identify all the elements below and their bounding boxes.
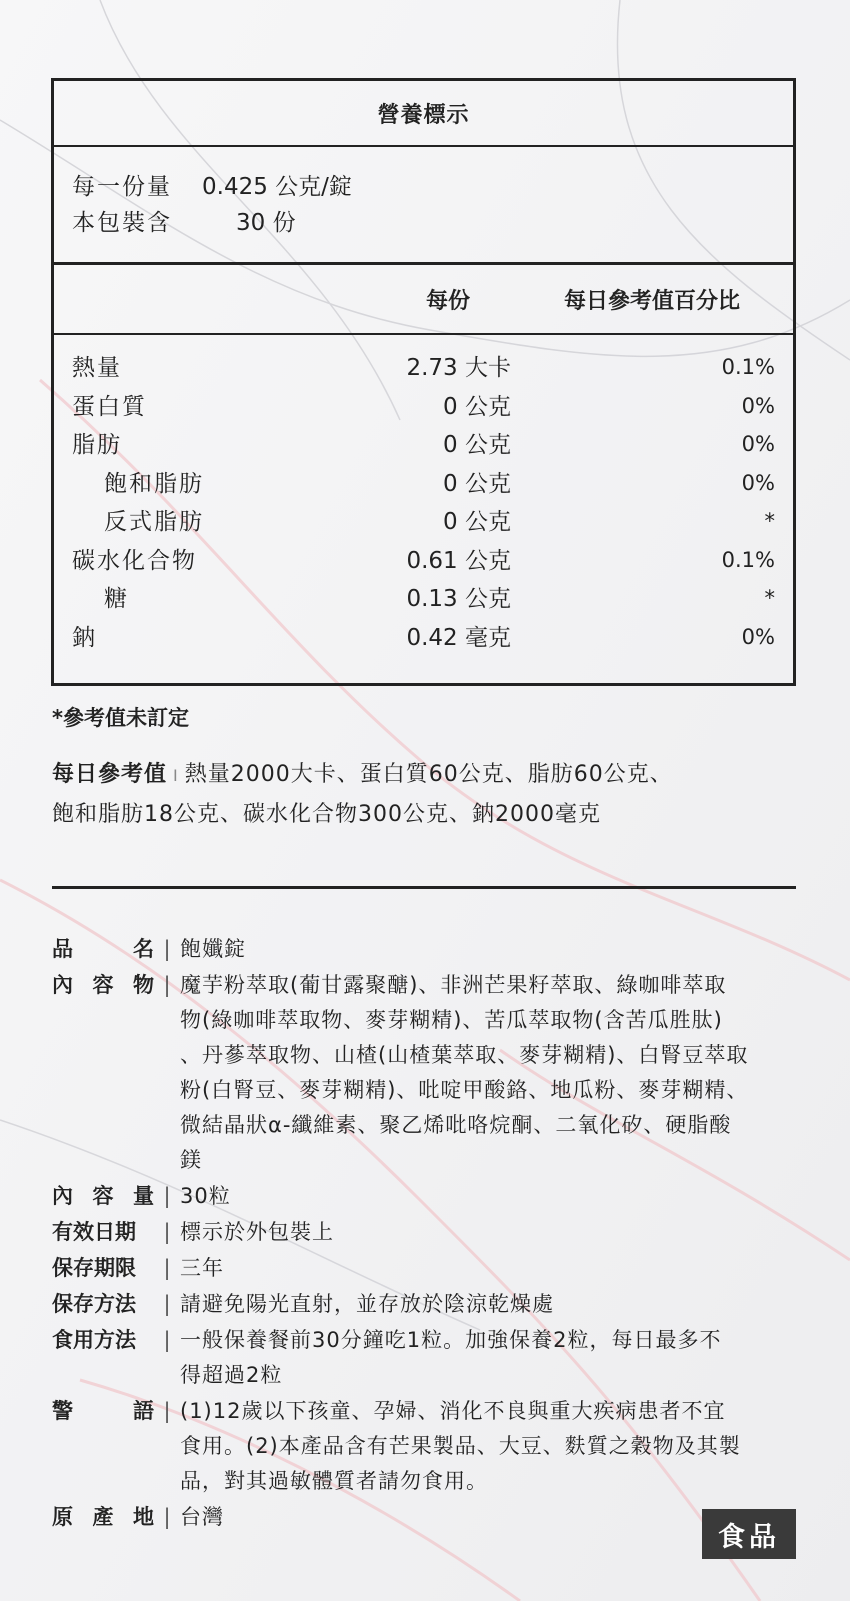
serving-info [54,147,793,265]
nutrition-title: 營養標示 [54,81,793,147]
info-separator: | [163,1220,171,1244]
nutrient-name: 飽和脂肪 [104,470,204,497]
servings-value: 30 份 [236,210,296,236]
nutrient-name: 糖 [104,586,129,612]
nutrient-name: 反式脂肪 [104,509,204,535]
nutrient-amount: 0 公克 [443,509,511,535]
info-label: 內 容 物 [52,973,154,997]
servings-label: 本包裝含 [72,210,172,236]
info-label: 食用方法 [52,1328,136,1352]
info-separator: | [163,973,171,997]
info-value: 請避免陽光直射，並存放於陰涼乾燥處 [180,1292,554,1316]
info-row-warning [52,1394,822,1499]
nutrient-amount: 0.13 公克 [406,586,511,612]
nutrient-amount: 0.61 公克 [406,547,511,574]
info-separator: | [163,937,171,961]
info-separator: | [163,1292,171,1316]
info-row-quantity [52,1179,822,1214]
nutrient-name: 鈉 [72,624,97,651]
info-value: (1)12歲以下孩童、孕婦、消化不良與重大疾病患者不宜 食用。(2)本產品含有芒果製品、大豆、麩質之穀物及其製 品，對其過敏體質者請勿食用。 [180,1399,741,1493]
nutrient-pct: * [764,509,775,533]
nutrient-amount: 2.73 大卡 [406,355,511,381]
info-label: 品 名 [52,937,154,961]
daily-reference-separator: I [173,766,179,785]
reference-note: *參考值未訂定 [52,706,189,730]
info-row-storage [52,1287,822,1322]
per-serving-header: 每份 [426,288,471,314]
daily-reference-line1: 熱量2000大卡、蛋白質60公克、脂肪60公克、 [184,762,673,787]
info-label: 內 容 量 [52,1184,154,1208]
nutrition-header [54,265,793,335]
info-separator: | [163,1399,171,1423]
nutrient-pct: 0.1% [721,547,775,572]
divider [52,886,796,889]
info-value: 三年 [180,1256,224,1280]
info-value: 一般保養餐前30分鐘吃1粒。加強保養2粒，每日最多不 得超過2粒 [180,1328,722,1387]
food-badge: 食品 [702,1509,796,1559]
nutrient-row [54,388,793,427]
nutrient-row [54,465,793,504]
nutrition-facts-table [51,78,796,686]
info-value: 魔芋粉萃取(葡甘露聚醣)、非洲芒果籽萃取、綠咖啡萃取 物(綠咖啡萃取物、麥芽糊精)、苦瓜萃取物(含苦瓜胜肽) 、丹蔘萃取物、山楂(山楂葉萃取、麥芽糊精)、白腎豆萃取 粉(白腎豆、麥芽糊精)、吡啶甲酸鉻、地瓜粉、麥芽糊精、 微結晶狀α-纖維素、聚乙烯吡咯烷酮、二氧化矽、硬脂酸 鎂 [180,973,749,1172]
daily-reference-label: 每日參考值 [52,762,168,787]
nutrient-pct: 0.1% [721,355,775,379]
daily-reference [52,755,812,834]
info-separator: | [163,1256,171,1280]
nutrient-pct: 0% [741,393,775,418]
daily-reference-line2: 飽和脂肪18公克、碳水化合物300公克、鈉2000毫克 [52,802,601,827]
nutrient-row [54,542,793,581]
info-label: 保存期限 [52,1256,136,1280]
info-label: 有效日期 [52,1220,136,1244]
nutrient-pct: 0% [741,432,775,456]
info-separator: | [163,1505,171,1529]
info-value: 30粒 [180,1184,231,1208]
info-row-name [52,932,822,967]
nutrient-pct: 0% [741,624,775,649]
info-separator: | [163,1328,171,1352]
nutrient-name: 蛋白質 [72,393,147,420]
daily-pct-header: 每日參考值百分比 [564,288,741,314]
nutrient-row [54,503,793,542]
info-row-shelf-life [52,1251,822,1286]
nutrient-amount: 0 公克 [443,432,511,458]
nutrient-amount: 0 公克 [443,393,511,420]
info-row-ingredients [52,968,822,1178]
nutrient-row [54,426,793,465]
nutrient-pct: 0% [741,470,775,495]
info-value: 台灣 [180,1505,224,1529]
info-row-expiry [52,1215,822,1250]
serving-size-value: 0.425 公克/錠 [202,174,352,200]
info-label: 原 產 地 [52,1505,154,1529]
nutrient-amount: 0 公克 [443,470,511,497]
info-separator: | [163,1184,171,1208]
nutrient-name: 脂肪 [72,432,122,458]
nutrient-pct: * [764,586,775,610]
info-label: 警 語 [52,1399,154,1423]
nutrient-row [54,349,793,388]
nutrient-row [54,580,793,619]
nutrient-row [54,619,793,658]
product-info [52,932,822,1536]
info-value: 飽孅錠 [180,937,246,961]
serving-size-label: 每一份量 [72,174,172,200]
info-label: 保存方法 [52,1292,136,1316]
info-row-usage [52,1323,822,1393]
nutrient-amount: 0.42 毫克 [406,624,511,651]
nutrient-name: 熱量 [72,355,122,381]
nutrient-name: 碳水化合物 [72,547,197,574]
info-value: 標示於外包裝上 [180,1220,334,1244]
